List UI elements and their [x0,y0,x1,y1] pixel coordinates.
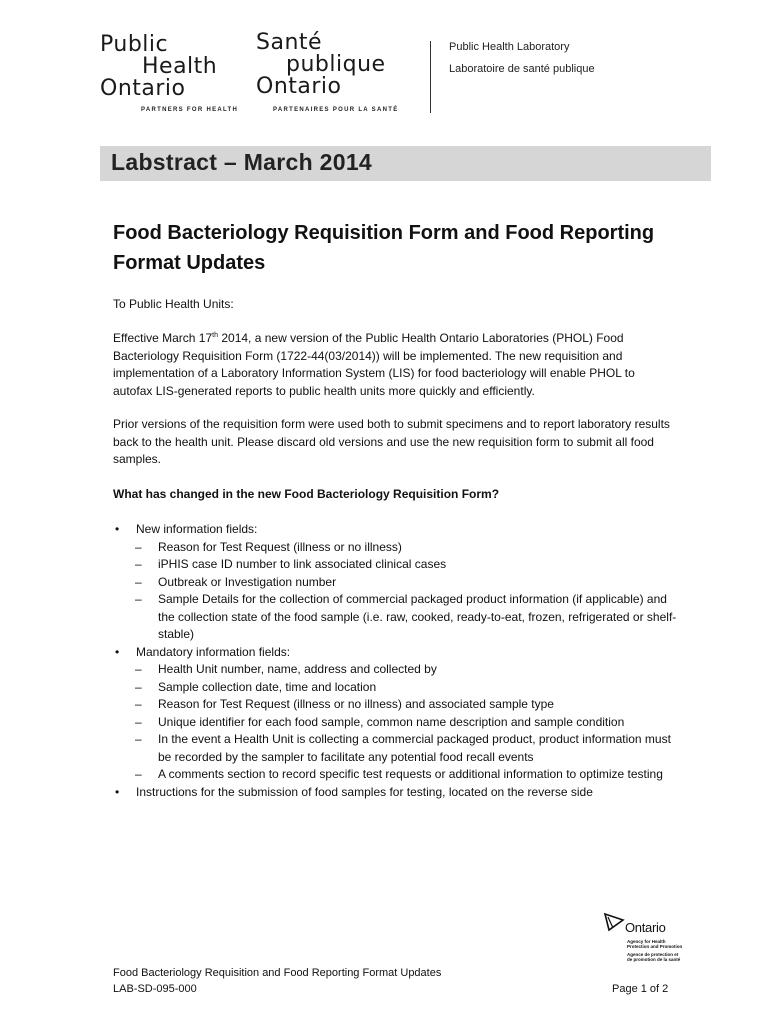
dash-icon: – [135,679,142,694]
logo-en-line2: Health [142,54,218,79]
bullet-icon: • [115,784,120,799]
dash-icon: – [135,574,142,589]
dash-icon: – [135,714,142,729]
dash-icon: – [135,539,142,554]
effective-superscript: th [212,332,219,339]
sub-list-item [113,731,683,766]
title-bar [100,146,711,181]
list-item [113,644,683,662]
logo-en-line3: Ontario [100,76,186,101]
ontario-logo [603,912,693,966]
dash-icon: – [135,732,142,746]
bullet-icon: • [115,522,120,536]
lab-name-french: Laboratoire de santé publique [449,63,595,75]
effective-paragraph [113,330,673,400]
pho-logo-french [256,32,386,98]
document-headline: Food Bacteriology Requisition Form and Food Reporting Format Updates [113,222,655,274]
sub-item-text: In the event a Health Unit is collecting a commercial packaged product, product information must be recorded by the sampler to facilitate any potential food recall events [158,732,671,764]
bullet-text: New information fields: [136,522,258,536]
footer-document-code: LAB-SD-095-000 [113,983,197,995]
sub-list-item [113,591,683,644]
effective-text-start: Effective March 17 [113,331,213,345]
footer-title: Food Bacteriology Requisition and Food Reporting Format Updates [113,967,442,979]
logo-fr-line2: publique [286,52,386,77]
sub-item-text: Outbreak or Investigation number [158,574,337,589]
page-number: Page 1 of 2 [612,983,669,995]
sub-item-text: A comments section to record specific test requests or additional information to optimize testing [158,767,663,781]
dash-icon: – [135,592,142,606]
effective-text-end: 2014, a new version of the Public Health Ontario Laboratories (PHOL) Food Bacteriology Requisition Form (1722-44(03/2014)) will be implemented. The new requisition and implementation of a Laboratory Information System (LIS) for food bacteriology will enable PHOL to autofax LIS-generated reports to public health units more quickly and efficiently. [113,331,635,398]
ontario-agency-en [627,939,682,949]
sub-list-item [113,661,683,679]
logo-fr-line3: Ontario [256,74,342,99]
sub-item-text: Sample collection date, time and location [158,679,377,694]
ontario-agency-fr [627,952,680,962]
bullet-text: Mandatory information fields: [136,644,291,659]
sub-item-text: Reason for Test Request (illness or no illness) [158,539,402,554]
list-item [113,521,683,539]
sub-item-text: Sample Details for the collection of commercial packaged product information (if applicable) and the collection state of the food sample (i.e. raw, cooked, ready-to-eat, frozen, refrigerated or shelf-stable) [158,592,677,641]
dash-icon: – [135,662,142,676]
lab-name-english: Public Health Laboratory [449,41,570,53]
sub-list-item [113,714,683,732]
sub-list-item [113,679,683,697]
dash-icon: – [135,697,142,711]
salutation: To Public Health Units: [113,297,234,311]
section-question: What has changed in the new Food Bacteriology Requisition Form? [113,487,500,501]
logo-en-line1: Public [100,32,169,57]
sub-list-item [113,556,683,574]
sub-item-text: Reason for Test Request (illness or no illness) and associated sample type [158,697,554,711]
ontario-agency-en-line1: Agency for Health [627,939,666,944]
trillium-icon [603,912,625,934]
ontario-wordmark: Ontario [625,920,666,935]
header-divider [430,41,431,113]
ontario-agency-fr-line2: de promotion de la santé [627,957,681,962]
list-item [113,784,683,802]
bullet-text: Instructions for the submission of food samples for testing, located on the reverse side [136,784,593,799]
ontario-agency-fr-line1: Agence de protection et [627,952,679,957]
bullet-icon: • [115,644,120,659]
dash-icon: – [135,557,142,571]
logo-fr-tagline: PARTENAIRES POUR LA SANTÉ [273,107,399,113]
prior-versions-paragraph: Prior versions of the requisition form were used both to submit specimens and to report laboratory results back to the health unit. Please discard old versions and use the new requisition form to submit all food samples. [113,417,670,466]
changes-list [113,521,683,801]
logo-en-tagline: PARTNERS FOR HEALTH [141,107,239,113]
sub-list-item [113,539,683,557]
sub-list-item [113,574,683,592]
pho-logo-english [100,34,217,100]
dash-icon: – [135,767,142,781]
sub-list-item [113,696,683,714]
logo-fr-line1: Santé [256,30,323,55]
sub-list-item [113,766,683,784]
ontario-agency-en-line2: Protection and Promotion [627,944,683,949]
sub-item-text: iPHIS case ID number to link associated clinical cases [158,557,447,571]
page-title: Labstract – March 2014 [111,149,373,175]
sub-item-text: Health Unit number, name, address and collected by [158,662,437,676]
sub-item-text: Unique identifier for each food sample, common name description and sample condition [158,714,625,729]
